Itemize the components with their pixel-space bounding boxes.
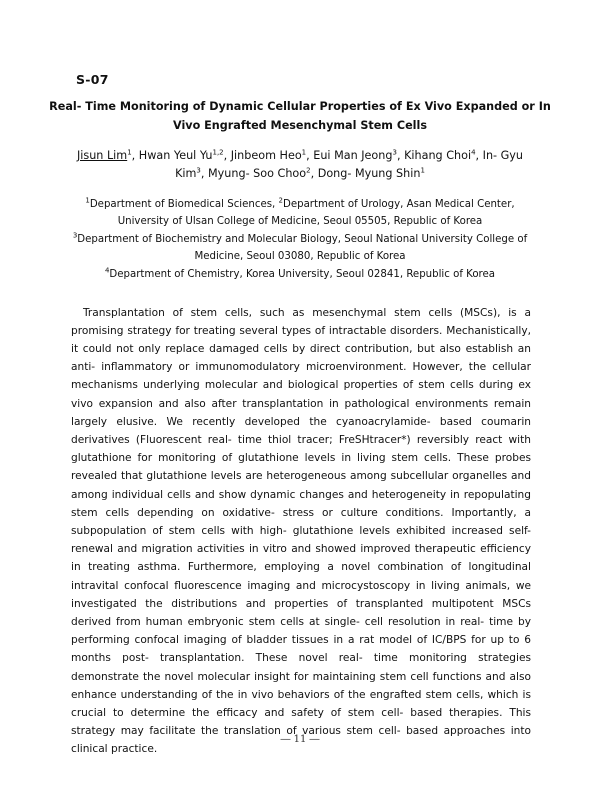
author-name: Hwan Yeul Yu	[138, 149, 213, 162]
affiliation-list	[62, 196, 538, 283]
author-list	[62, 147, 538, 183]
author	[313, 149, 404, 162]
abstract-body: Transplantation of stem cells, such as mesenchymal stem cells (MSCs), is a promising strategy for treating several types of intractable disorders. Mechanistically, it could not only replace damaged cells by direct contribution, but also establish an anti- inflammatory or immunomodulatory microenvironment. However, the cellular mechanisms underlying molecular and biological properties of stem cells during ex vivo expansion and also after transplantation in pathological environments remain largely elusive. We recently developed the cyanoacrylamide- based coumarin derivatives (Fluorescent real- time thiol tracer; FreSHtracer*) reversibly react with glutathione for monitoring of glutathione levels in living stem cells. These probes revealed that glutathione levels are heterogeneous among subcellular organelles and among individual cells and show dynamic changes and heterogeneity in repopulating stem cells depending on oxidative- stress or culture conditions. Importantly, a subpopulation of stem cells with high- glutathione levels exhibited increased self- renewal and migration activities in vitro and showed improved therapeutic efficiency in treating asthma. Furthermore, employing a novel combination of longitudinal intravital confocal fluorescence imaging and microcystoscopy in living animals, we investigated the distributions and properties of transplanted multipotent MSCs derived from human embryonic stem cells at single- cell resolution in real- time by performing confocal imaging of bladder tissues in a rat model of IC/BPS for up to 6 months post- transplantation. These novel real- time monitoring strategies demonstrate the novel molecular insight for maintaining stem cell functions and also enhance understanding of the in vivo behaviors of the engrafted stem cells, which is crucial to determine the efficacy and safety of stem cell- based therapies. This strategy may facilitate the translation of various stem cell- based approaches into clinical practice.	[71, 306, 531, 756]
author-affiliation-mark: 3	[392, 148, 397, 157]
author-name: Dong- Myung Shin	[317, 167, 421, 180]
abstract-code: S-07	[76, 72, 109, 87]
author-affiliation-mark: 3	[196, 166, 201, 175]
author	[208, 167, 318, 180]
affiliation-mark: 2	[278, 196, 283, 205]
abstract-title: Real- Time Monitoring of Dynamic Cellular Properties of Ex Vivo Expanded or In Vivo Engrafted Mesenchymal Stem Cells	[49, 100, 551, 132]
author-name: Jinbeom Heo	[230, 149, 302, 162]
author-affiliation-mark: 4	[471, 148, 476, 157]
affiliation-mark: 3	[72, 231, 78, 240]
affiliation-text: Department of Biomedical Sciences,	[89, 199, 279, 210]
author	[404, 149, 483, 162]
page-number: ― 11 ―	[280, 734, 320, 745]
author-separator: ,	[310, 167, 318, 180]
affiliation	[62, 196, 538, 231]
author	[77, 149, 139, 162]
author	[231, 149, 314, 162]
affiliation-text: Department of Urology, Asan Medical Center, University of Ulsan College of Medicine, Seoul 05505, Republic of Korea	[117, 199, 515, 228]
author-affiliation-mark: 2	[306, 166, 311, 175]
author-separator: ,	[396, 149, 405, 162]
author-name: Kihang Choi	[404, 149, 472, 162]
author-separator: ,	[306, 149, 314, 162]
affiliation-text: Department of Chemistry, Korea University, Seoul 02841, Republic of Korea	[109, 268, 496, 280]
author-affiliation-mark: 1	[127, 148, 132, 157]
author-name: Jisun Lim	[76, 149, 128, 162]
author	[318, 167, 425, 180]
author-separator: ,	[223, 149, 231, 162]
author-separator: ,	[475, 149, 483, 162]
affiliation	[62, 231, 538, 266]
affiliation-text: Department of Biochemistry and Molecular Biology, Seoul National University College of Medicine, Seoul 03080, Republic of Korea	[77, 233, 528, 263]
author	[139, 149, 231, 162]
affiliation	[62, 266, 538, 283]
author-affiliation-mark: 1,2	[212, 148, 224, 157]
author-affiliation-mark: 1	[420, 166, 425, 175]
author-separator: ,	[131, 149, 139, 162]
author-name: In- Gyu Kim	[175, 149, 524, 180]
affiliation-mark: 1	[85, 196, 90, 205]
author-name: Eui Man Jeong	[313, 149, 393, 162]
author-separator: ,	[200, 167, 209, 180]
author-affiliation-mark: 1	[301, 148, 307, 157]
affiliation-mark: 4	[104, 266, 110, 275]
author-name: Myung- Soo Choo	[208, 167, 307, 180]
